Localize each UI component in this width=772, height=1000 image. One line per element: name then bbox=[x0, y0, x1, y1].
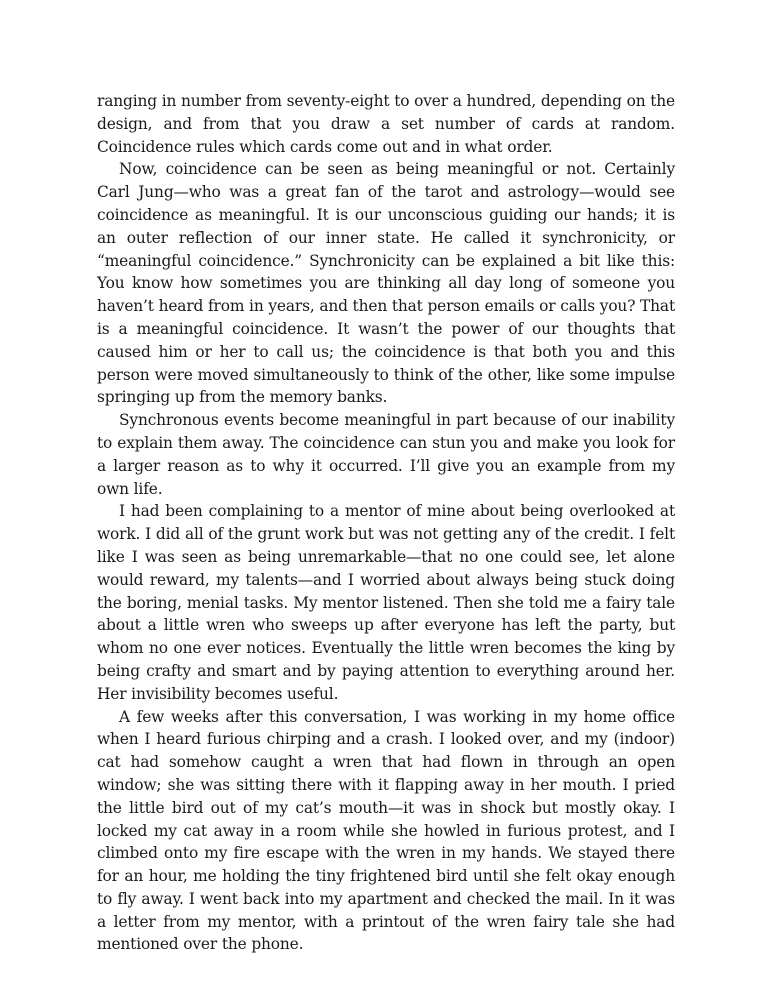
paragraph-synchronicity: Now, coincidence can be seen as being meaningful or not. Certainly Carl Jung—who was a great fan of the tarot and astrology—would see coincidence as meaningful. It is our unconscious guiding our hands; it is an outer reflection of our inner state. He called it synchronicity, or “meaningful coincidence.” Synchronicity can be explained a bit like this: You know how sometimes you are thinking all day long of someone you haven’t heard from in years, and then that person emails or calls you? That is a meaningful coincidence. It wasn’t the power of our thoughts that caused him or her to call us; the coincidence is that both you and this person were moved simultaneously to think of the other, like some impulse springing up from the memory banks. bbox=[97, 160, 675, 407]
paragraph-synchronous-events: Synchronous events become meaningful in part because of our inability to explain them away. The coincidence can stun you and make you look for a larger reason as to why it occurred. I’ll give you an example from my own life. bbox=[97, 411, 675, 498]
paragraph-wren: A few weeks after this conversation, I was working in my home office when I heard furious chirping and a crash. I looked over, and my (indoor) cat had somehow caught a wren that had flown in through an open window; she was sitting there with it flapping away in her mouth. I pried the little bird out of my cat’s mouth—it was in shock but mostly okay. I locked my cat away in a room while she howled in furious protest, and I climbed onto my fire escape with the wren in my hands. We stayed there for an hour, me holding the tiny frightened bird until she felt okay enough to fly away. I went back into my apartment and checked the mail. In it was a letter from my mentor, with a printout of the wren fairy tale she had mentioned over the phone. bbox=[97, 707, 675, 954]
paragraph-continued: ranging in number from seventy-eight to over a hundred, depending on the design, and from that you draw a set number of cards at random. Coincidence rules which cards come out and in what order. bbox=[97, 92, 675, 156]
paragraph-mentor: I had been complaining to a mentor of mine about being overlooked at work. I did all of the grunt work but was not getting any of the credit. I felt like I was seen as being unremarkable—that no one could see, let alone would reward, my talents—and I worried about always being stuck doing the boring, menial tasks. My mentor listened. Then she told me a fairy tale about a little wren who sweeps up after everyone has left the party, but whom no one ever notices. Eventually the little wren becomes the king by being crafty and smart and by paying attention to everything around her. Her invisibility becomes useful. bbox=[97, 502, 675, 703]
page-body bbox=[97, 90, 675, 956]
